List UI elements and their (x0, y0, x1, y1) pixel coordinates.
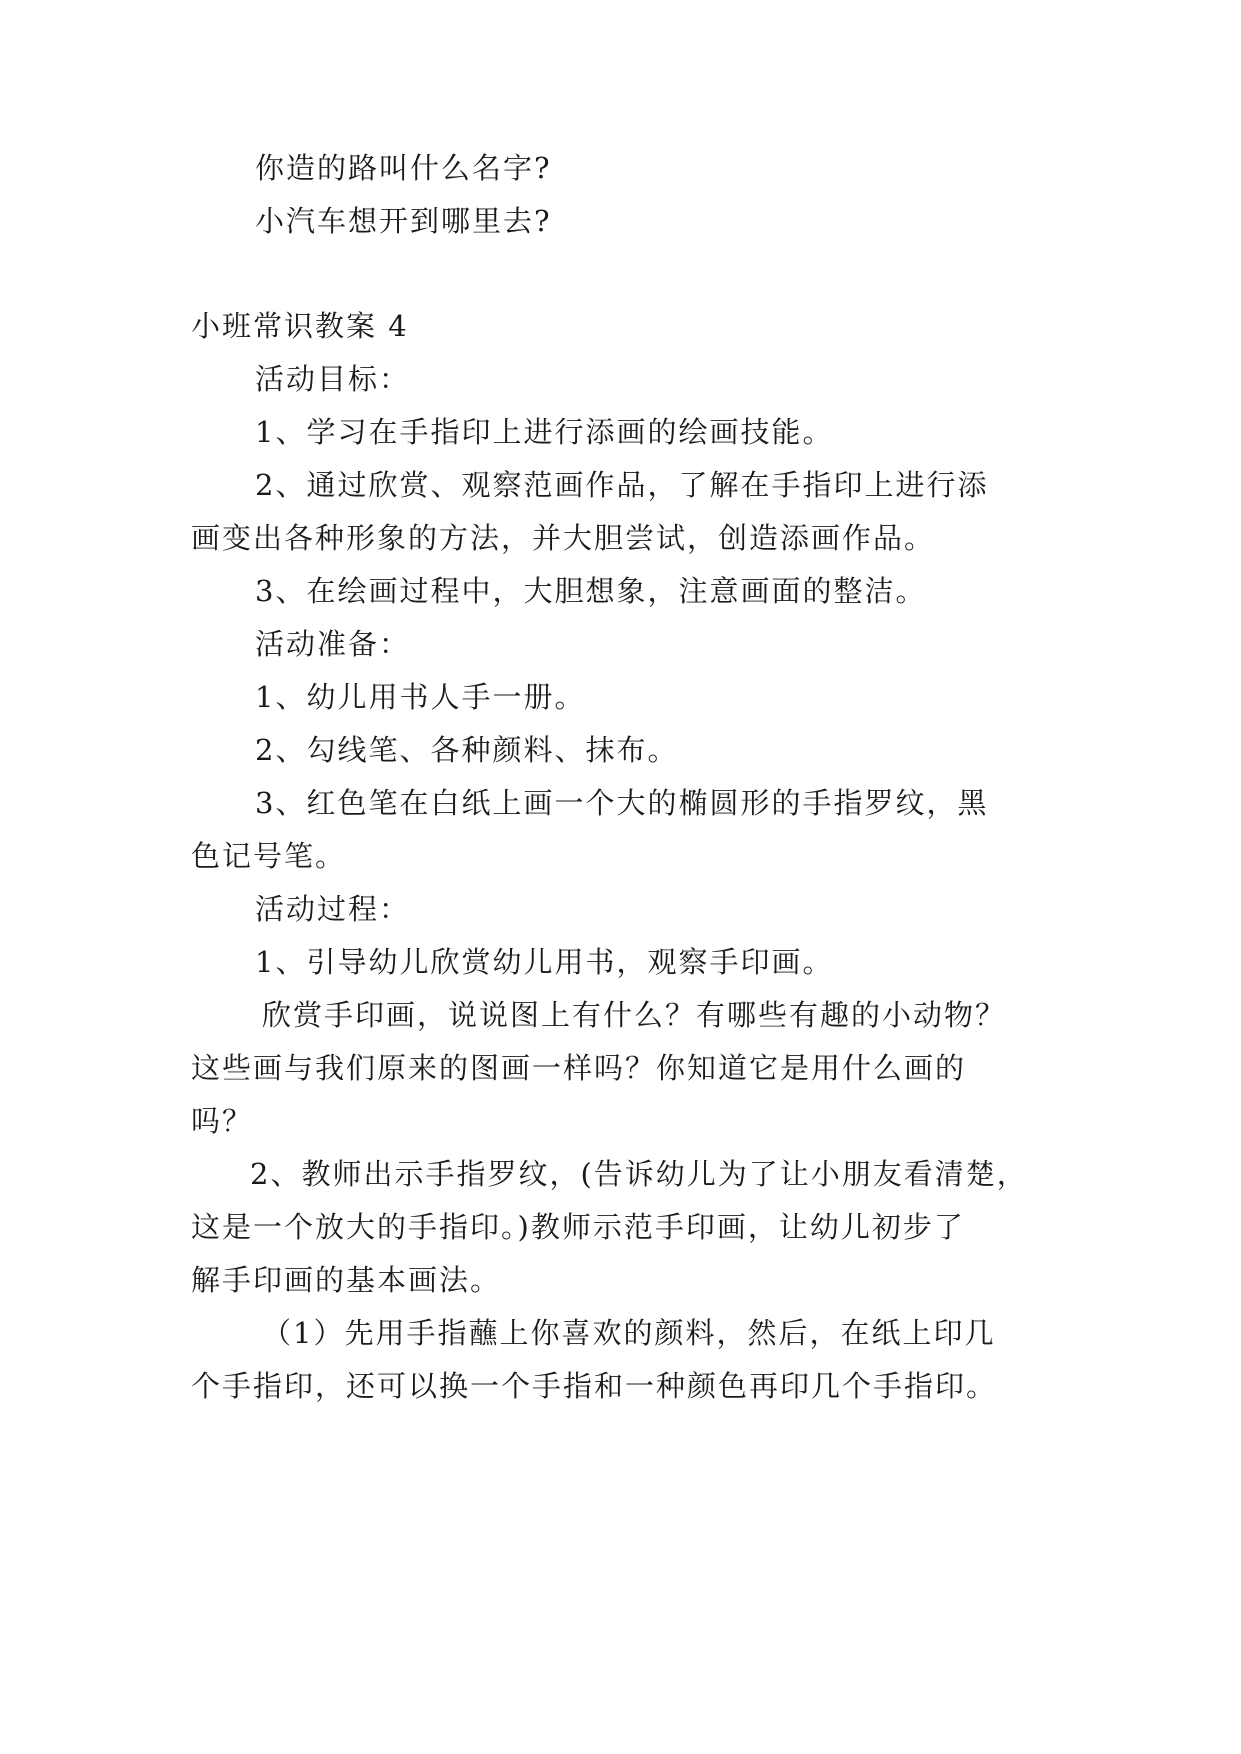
goal-item-3: 3、在绘画过程中，大胆想象，注意画面的整洁。 (255, 574, 927, 608)
process-substep-1-line-1: （1）先用手指蘸上你喜欢的颜料，然后，在纸上印几 (262, 1316, 996, 1350)
prep-item-2: 2、勾线笔、各种颜料、抹布。 (255, 733, 679, 767)
process-substep-1-line-2: 个手指印，还可以换一个手指和一种颜色再印几个手指印。 (191, 1369, 998, 1403)
process-step-1-detail-line-3: 吗？ (191, 1104, 254, 1138)
prep-item-1: 1、幼儿用书人手一册。 (255, 680, 586, 714)
prep-item-3-line-2: 色记号笔。 (191, 839, 347, 873)
process-step-2-line-2: 这是一个放大的手指印。)教师示范手印画，让幼儿初步了 (191, 1210, 965, 1244)
activity-goals-label: 活动目标： (255, 362, 411, 396)
goal-item-2-line-1: 2、通过欣赏、观察范画作品，了解在手指印上进行添 (255, 468, 989, 502)
goal-item-1: 1、学习在手指印上进行添画的绘画技能。 (255, 415, 834, 449)
process-step-1: 1、引导幼儿欣赏幼儿用书，观察手印画。 (255, 945, 834, 979)
process-step-2-line-1: 2、教师出示手指罗纹，(告诉幼儿为了让小朋友看清楚， (250, 1157, 1028, 1191)
goal-item-2-line-2: 画变出各种形象的方法，并大胆尝试，创造添画作品。 (191, 521, 936, 555)
prep-item-3-line-1: 3、红色笔在白纸上画一个大的椭圆形的手指罗纹，黑 (255, 786, 989, 820)
section-heading: 小班常识教案 4 (191, 309, 409, 343)
question-road-name: 你造的路叫什么名字? (255, 151, 552, 185)
activity-process-label: 活动过程： (255, 892, 411, 926)
process-step-1-detail-line-2: 这些画与我们原来的图画一样吗？你知道它是用什么画的 (191, 1051, 967, 1085)
activity-prep-label: 活动准备： (255, 627, 411, 661)
question-car-destination: 小汽车想开到哪里去? (255, 204, 552, 238)
process-step-1-detail-line-1: 欣赏手印画，说说图上有什么？有哪些有趣的小动物？ (262, 998, 1007, 1032)
process-step-2-line-3: 解手印画的基本画法。 (191, 1263, 502, 1297)
